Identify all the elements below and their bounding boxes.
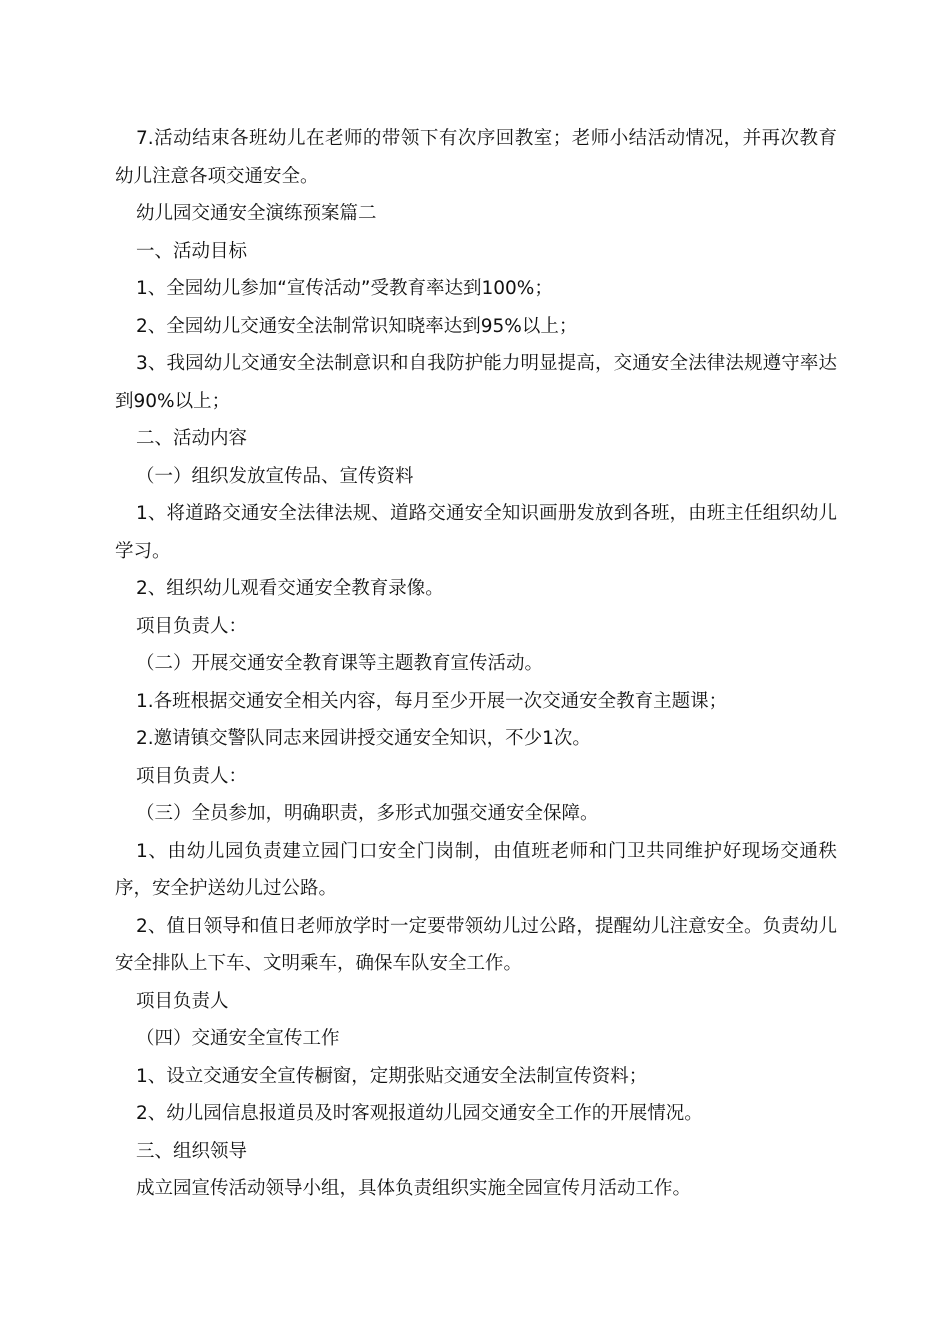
subheading-materials: （一）组织发放宣传品、宣传资料 [136, 465, 414, 487]
safety-item-1: 1、由幼儿园负责建立园门口安全门岗制，由值班老师和门卫共同维护好现场交通秩序，安全护送幼儿过公路。 [115, 840, 837, 899]
goal-item-1: 1、全园幼儿参加“宣传活动”受教育率达到100%； [136, 278, 553, 299]
paragraph-activity-end: 7.活动结束各班幼儿在老师的带领下有次序回教室；老师小结活动情况，并再次教育幼儿注意各项交通安全。 [115, 128, 837, 187]
materials-item-1: 1、将道路交通安全法律法规、道路交通安全知识画册发放到各班，由班主任组织幼儿学习。 [115, 503, 837, 562]
heading-organization: 三、组织领导 [136, 1140, 248, 1162]
publicity-item-2: 2、幼儿园信息报道员及时客观报道幼儿园交通安全工作的开展情况。 [136, 1103, 703, 1124]
safety-item-2: 2、值日领导和值日老师放学时一定要带领幼儿过公路，提醒幼儿注意安全。负责幼儿安全排队上下车、文明乘车，确保车队安全工作。 [115, 915, 837, 974]
project-lead-1: 项目负责人： [136, 615, 248, 637]
heading-activity-goals: 一、活动目标 [136, 240, 248, 262]
education-item-1: 1.各班根据交通安全相关内容，每月至少开展一次交通安全教育主题课； [136, 690, 728, 712]
project-lead-3: 项目负责人 [136, 990, 229, 1012]
subheading-all-staff: （三）全员参加，明确职责，多形式加强交通安全保障。 [136, 803, 599, 824]
education-item-2: 2.邀请镇交警队同志来园讲授交通安全知识，不少1次。 [136, 728, 591, 749]
publicity-item-1: 1、设立交通安全宣传橱窗，定期张贴交通安全法制宣传资料； [136, 1065, 648, 1087]
subheading-education-class: （二）开展交通安全教育课等主题教育宣传活动。 [136, 653, 544, 674]
project-lead-2: 项目负责人： [136, 765, 248, 787]
materials-item-2: 2、组织幼儿观看交通安全教育录像。 [136, 578, 444, 599]
organization-text: 成立园宣传活动领导小组，具体负责组织实施全园宣传月活动工作。 [136, 1178, 692, 1199]
heading-activity-content: 二、活动内容 [136, 428, 248, 449]
goal-item-2: 2、全园幼儿交通安全法制常识知晓率达到95%以上； [136, 315, 578, 337]
section-title-plan-two: 幼儿园交通安全演练预案篇二 [136, 203, 377, 224]
goal-item-3: 3、我园幼儿交通安全法制意识和自我防护能力明显提高，交通安全法律法规遵守率达到90%以上； [115, 353, 837, 412]
document-page [115, 120, 837, 1208]
subheading-publicity: （四）交通安全宣传工作 [136, 1028, 340, 1049]
